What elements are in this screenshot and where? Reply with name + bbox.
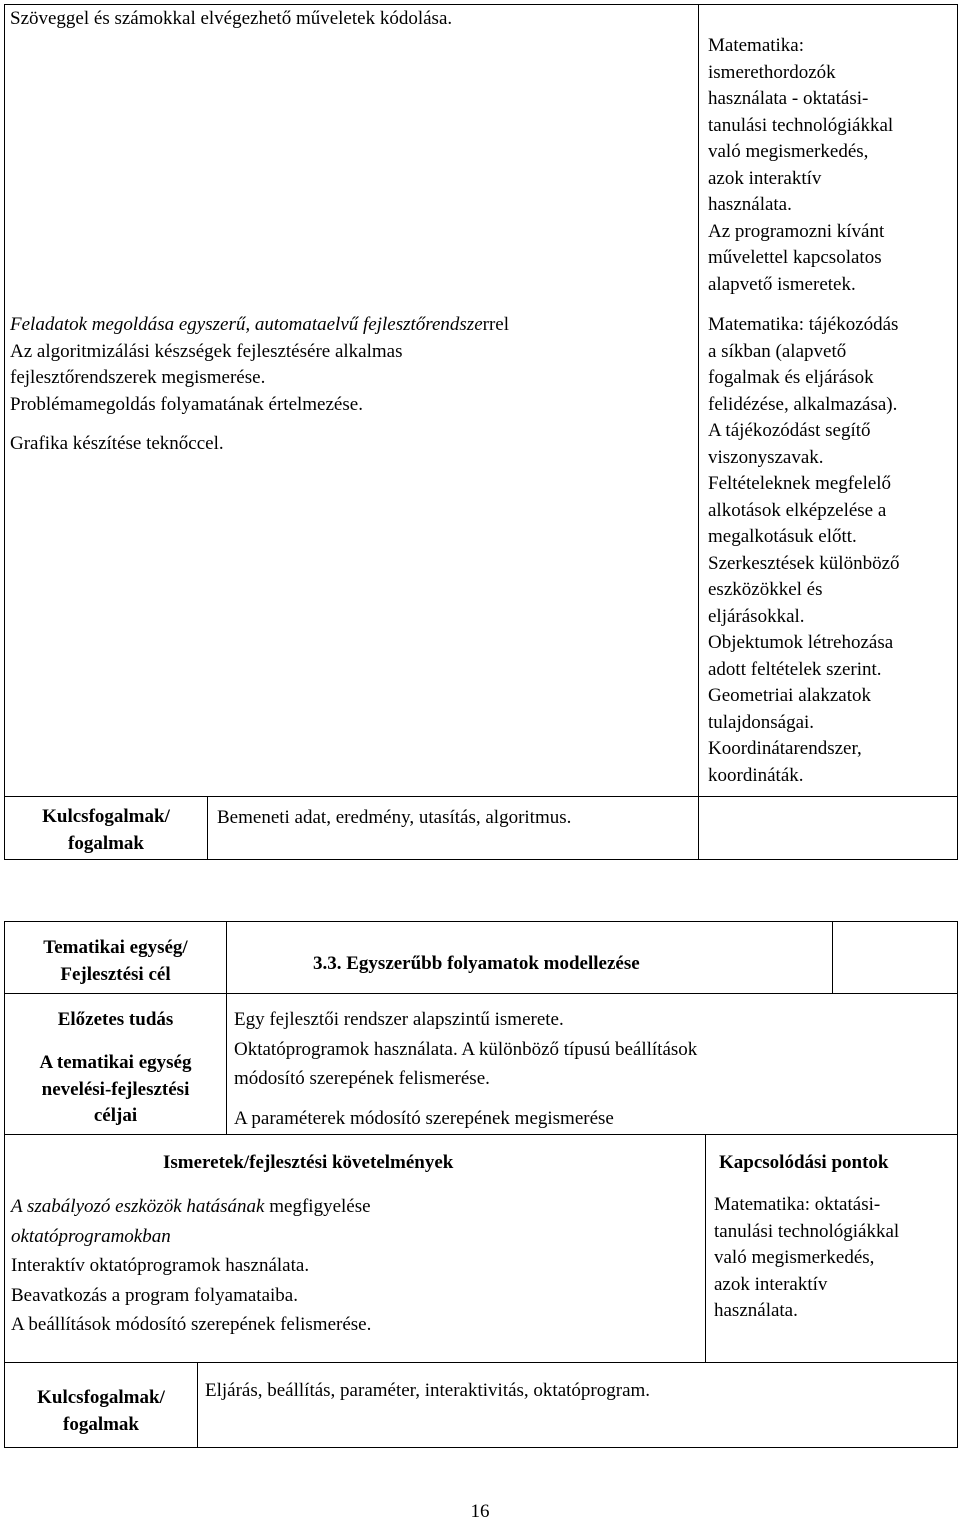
connection-line: használata. [714, 1300, 798, 1321]
math-orientation-line: fogalmak és eljárások [708, 367, 874, 388]
connection-line: tanulási technológiákkal [714, 1220, 900, 1242]
math-tools-connection [708, 33, 956, 298]
goals-label-line: A tematikai egység [39, 1052, 192, 1073]
math-orientation-line: Geometriai alakzatok [708, 685, 872, 706]
connection-line: való megismerkedés, [714, 1247, 875, 1268]
top-table-border-bottom [4, 859, 958, 860]
math-orientation-line: adott feltételek szerint. [708, 658, 882, 680]
math-tools-line: Az programozni kívánt [708, 220, 885, 242]
task-solving-italic: Feladatok megoldása egyszerű, automataelvű fejlesztőrendsze [10, 314, 483, 335]
bottom-table-title-divider [832, 921, 833, 994]
bottom-key-concepts-label-line: fogalmak [63, 1413, 139, 1435]
math-orientation-line: a síkban (alapvető [708, 340, 847, 362]
connections-body [714, 1192, 954, 1325]
unit-label-line: Fejlesztési cél [60, 963, 171, 985]
math-orientation-line: viszonyszavak. [708, 446, 824, 468]
bottom-key-concepts-label [5, 1385, 197, 1438]
bottom-table-border-right [957, 921, 958, 1448]
task-solving-tail: rrel [482, 314, 509, 335]
goals-label-line: céljai [93, 1105, 138, 1126]
turtle-graphics-text: Grafika készítése teknőccel. [10, 433, 224, 454]
math-tools-line: használata - oktatási- [708, 88, 869, 109]
settings-role-text: A beállítások módosító szerepének felismerése. [11, 1314, 372, 1335]
page-number: 16 [470, 1501, 490, 1522]
bottom-table-req-divider [4, 1362, 958, 1363]
bottom-table-border-top [4, 921, 958, 922]
goals-label [5, 1050, 226, 1130]
algorithm-skills-text: Az algoritmizálási készségek fejlesztésére alkalmas [10, 340, 403, 362]
requirements-body [11, 1192, 701, 1340]
bottom-table-label-divider [226, 921, 227, 1135]
math-orientation-line: Matematika: tájékozódás [708, 314, 899, 335]
top-table-col-divider [698, 4, 699, 797]
bottom-key-concepts-value: Eljárás, beállítás, paraméter, interaktivitás, oktatóprogram. [205, 1380, 651, 1401]
unit-label-line: Tematikai egység/ [43, 937, 188, 958]
math-orientation-line: Koordinátarendszer, [708, 738, 862, 759]
math-orientation-line: Feltételeknek megfelelő [708, 473, 892, 494]
unit-label [5, 935, 226, 988]
bottom-key-concepts-label-line: Kulcsfogalmak/ [37, 1387, 165, 1408]
connection-line: azok interaktív [714, 1273, 828, 1295]
bottom-table-border-left [4, 921, 5, 1448]
math-orientation-line: koordináták. [708, 764, 804, 786]
math-orientation-line: Objektumok létrehozása [708, 632, 894, 653]
bottom-table-key-divider [197, 1362, 198, 1448]
prior-knowledge-label: Előzetes tudás [57, 1009, 174, 1030]
math-orientation-line: eljárásokkal. [708, 605, 805, 627]
interactive-programs-text: Interaktív oktatóprogramok használata. [11, 1255, 310, 1276]
goals-line-3: A paraméterek módosító szerepének megismerése [234, 1108, 614, 1129]
tutorial-programs-italic: oktatóprogramokban [11, 1225, 171, 1247]
left-content-block [10, 312, 696, 458]
math-tools-line: tanulási technológiákkal [708, 114, 894, 136]
intervention-text: Beavatkozás a program folyamataiba. [11, 1284, 298, 1306]
connections-header: Kapcsolódási pontok [719, 1152, 889, 1173]
bottom-table-req-col-divider [705, 1134, 706, 1363]
unit-title: 3.3. Egyszerűbb folyamatok modellezése [313, 953, 640, 974]
math-tools-line: alapvető ismeretek. [708, 273, 856, 295]
goals-label-line: nevelési-fejlesztési [41, 1078, 190, 1100]
bottom-table-unit-divider [4, 993, 958, 994]
goals-line-2: módosító szerepének felismerése. [234, 1068, 490, 1089]
prior-knowledge-value: Egy fejlesztői rendszer alapszintű ismerete. [234, 1009, 564, 1030]
math-tools-line: használata. [708, 194, 792, 215]
math-orientation-line: Szerkesztések különböző [708, 552, 900, 574]
math-tools-line: azok interaktív [708, 167, 822, 189]
top-table-border-right [957, 4, 958, 860]
bottom-table-goals-divider [4, 1134, 958, 1135]
math-orientation-line: alkotások elképzelése a [708, 499, 887, 521]
math-orientation-connection [708, 312, 956, 789]
math-tools-line: művelettel kapcsolatos [708, 247, 882, 268]
observation-text: megfigyelése [269, 1196, 371, 1217]
requirements-header: Ismeretek/fejlesztési követelmények [163, 1152, 454, 1173]
math-orientation-line: eszközökkel és [708, 579, 823, 600]
math-tools-line: való megismerkedés, [708, 141, 869, 162]
goals-line-1: Oktatóprogramok használata. A különböző típusú beállítások [234, 1039, 698, 1060]
math-orientation-line: megalkotásuk előtt. [708, 526, 857, 547]
key-concepts-label-line: Kulcsfogalmak/ [42, 806, 170, 827]
key-concepts-label [5, 804, 207, 857]
top-table-border-left [4, 4, 5, 860]
math-orientation-line: A tájékozódást segítő [708, 420, 871, 441]
dev-systems-text: fejlesztőrendszerek megismerése. [10, 367, 266, 388]
regulating-tools-italic: A szabályozó eszközök hatásának [11, 1196, 270, 1217]
top-table-key-divider-right [698, 796, 699, 860]
key-concepts-value: Bemeneti adat, eredmény, utasítás, algoritmus. [217, 807, 572, 828]
connection-line: Matematika: oktatási- [714, 1194, 881, 1215]
math-orientation-line: felidézése, alkalmazása). [708, 393, 898, 415]
problem-solving-text: Problémamegoldás folyamatának értelmezése. [10, 393, 363, 415]
top-table-border-top [4, 4, 958, 5]
math-tools-line: Matematika: [708, 35, 805, 56]
top-table-row-divider [4, 796, 958, 797]
bottom-table-border-bottom [4, 1447, 958, 1448]
key-concepts-label-line: fogalmak [68, 832, 144, 854]
coding-operations-text: Szöveggel és számokkal elvégezhető műveletek kódolása. [10, 8, 453, 29]
math-orientation-line: tulajdonságai. [708, 711, 815, 733]
math-tools-line: ismerethordozók [708, 61, 836, 83]
top-table-key-divider [207, 796, 208, 860]
